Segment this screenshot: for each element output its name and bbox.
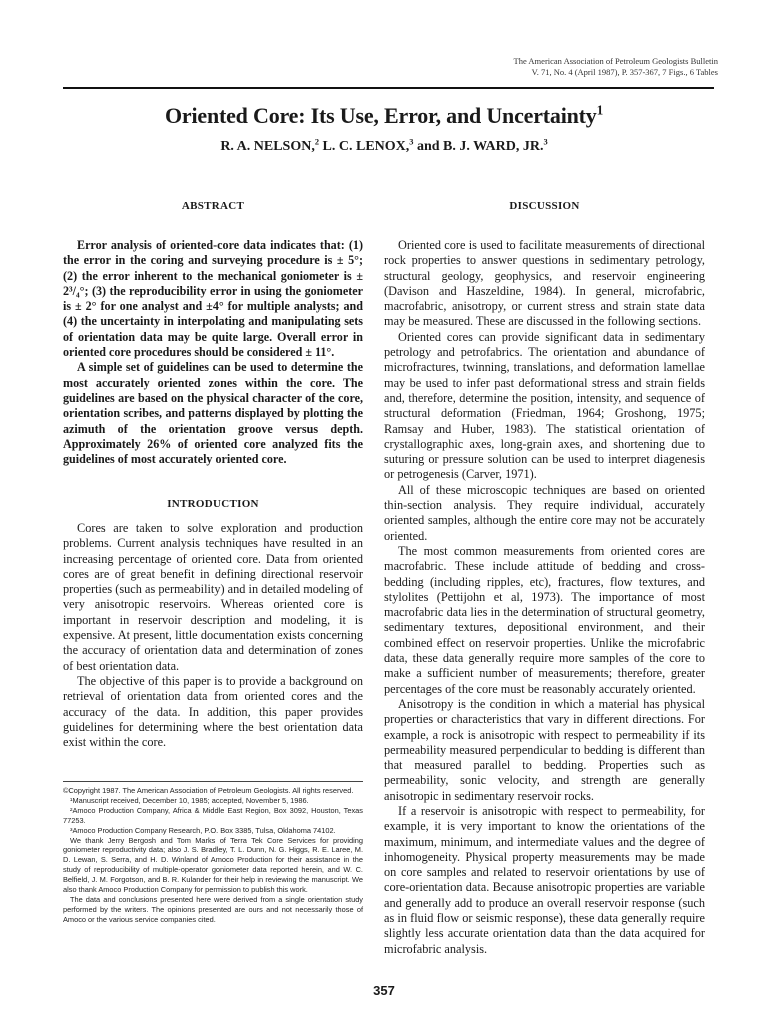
page-number: 357: [373, 983, 395, 998]
introduction-body: [63, 521, 363, 750]
journal-citation: [418, 56, 718, 78]
footnote-3: ³Amoco Production Company Research, P.O. Box 3385, Tulsa, Oklahoma 74102.: [70, 825, 336, 835]
abstract-paragraph: Error analysis of oriented-core data indicates that: (1) the error in the coring and surveying procedure is ± 5°; (2) the error inherent to the mechanical goniometer is ± 2³/₄°; (3) the reproducibility error in using the goniometer is ± 2° for one analyst and ±4° for multiple analysts; and (4) the uncertainty in interpolating and manipulating sets of orientation data may be quite large. Overall error in oriented core procedures should be considered ± 11°.: [63, 238, 363, 360]
introduction-paragraph: The objective of this paper is to provide a background on retrieval of orientation data from oriented cores and the accuracy of the data. In addition, this paper provides guidelines for determining where the best orientation data exist within the core.: [63, 673, 363, 750]
abstract-body: [63, 238, 363, 467]
title-text: Oriented Core: Its Use, Error, and Uncertainty: [165, 103, 597, 128]
title-footnote-mark: 1: [596, 102, 603, 118]
author-nelson: R. A. NELSON,: [220, 139, 315, 154]
journal-volume: V. 71, No. 4 (April 1987), P. 357-367, 7 Figs., 6 Tables: [531, 67, 718, 77]
discussion-paragraph: Oriented cores can provide significant data in sedimentary petrology and petrofabrics. The orientation and abundance of microfractures, twinning, translations, and deformation lamellae may be used to infer past deformational stress and strain fields and, therefore, determine the position, intensity, and sequence of structural deformation (Friedman, 1964; Groshong, 1975; Ramsay and Huber, 1983). The statistical orientation of crystallographic axes, long-grain axes, and shortening due to suturing or pressure solution can be used to interpret diagenesis or petrogenesis (Carver, 1971).: [384, 329, 705, 482]
article-title: [0, 103, 768, 129]
introduction-paragraph: Cores are taken to solve exploration and production problems. Current analysis techniques have resulted in an increasing percentage of oriented core. Data from oriented cores are of great benefit in defining directional reservoir properties (such as permeability) and in detailed modeling of very anisotropic reservoirs. Whereas oriented core is important in reservoir description and modeling, it is expensive. At present, little documentation exists concerning the accuracy of orientation data and determination of zones of best orientation data.: [63, 521, 363, 673]
acknowledgments: We thank Jerry Bergosh and Tom Marks of Terra Tek Core Services for providing goniometer reproductivity data; also J. S. Bradley, T. L. Dunn, N. G. Higgs, R. E. Laree, M. D. Lewan, S. Serra, and H. D. Winland of Amoco Production for their assistance in the study of reproducibility of multiple-operator goniometer data reported herein, and W. C. Belfield, J. M. Forgotson, and B. R. Kulander for their help in reviewing the manuscript. We also thank Amoco Production Company for permission to publish this work.: [63, 835, 363, 895]
discussion-paragraph: The most common measurements from oriented cores are macrofabric. These include attitude of bedding and cross-bedding (including ripples, etc), fractures, flow textures, and stylolites (Pettijohn et al, 1973). The importance of most macrofabric data lies in the determination of structural geometry, sedimentary textures, depositional environment, and their combined effect on reservoir properties. Unlike the microfabric data, these data generally require more samples of the core to make a sufficient number of measurements; therefore, greater percentages of the core must be reasonably accurately oriented.: [384, 543, 705, 696]
discussion-body: [384, 238, 705, 957]
footnote-1: ¹Manuscript received, December 10, 1985; accepted, November 5, 1986.: [70, 795, 309, 805]
footnotes: [63, 786, 363, 925]
author-ward: and B. J. WARD, JR.: [413, 139, 544, 154]
abstract-heading: ABSTRACT: [181, 200, 245, 212]
author-lenox: L. C. LENOX,: [319, 139, 410, 154]
footnote-2: ²Amoco Production Company, Africa & Middle East Region, Box 3092, Houston, Texas 77253.: [63, 805, 363, 825]
author-ward-mark: 3: [543, 137, 548, 147]
author-nelson-mark: 2: [314, 137, 320, 147]
discussion-paragraph: All of these microscopic techniques are based on oriented thin-section analysis. They require individual, accurately oriented samples, although the entire core may not be accurately oriented.: [384, 482, 705, 543]
footnote-rule: [63, 781, 363, 782]
disclaimer: The data and conclusions presented here were derived from a single orientation study performed by the writers. The opinions presented are ours and not necessarily those of Amoco or the various service companies cited.: [63, 894, 363, 924]
journal-name: The American Association of Petroleum Geologists Bulletin: [513, 56, 718, 66]
introduction-heading: INTRODUCTION: [167, 498, 259, 510]
author-line: [0, 139, 768, 155]
discussion-paragraph: If a reservoir is anisotropic with respect to permeability, for example, it is very important to know the orientations of the maximum, minimum, and intermediate values and the degree of inhomogeneity. Physical property measurements may be made on core samples and related to reservoir orientations by use of core-orientation data. Because anisotropic properties are variable and generally add to produce an overall reservoir response (such as in fluid flow or seismic response), these data generally require slightly less accurate orientation data than the data acquired for microfabric analysis.: [384, 803, 705, 956]
discussion-paragraph: Anisotropy is the condition in which a material has physical properties or characteristics that vary in different directions. For example, a rock is anisotropic with respect to permeability if its permeability measured perpendicular to bedding is different than that measured parallel to bedding. Properties such as permeability, sonic velocity, and strength are generally anisotropic in sedimentary reservoir rocks.: [384, 696, 705, 803]
copyright-note: ©Copyright 1987. The American Association of Petroleum Geologists. All rights reserved.: [63, 786, 354, 795]
author-lenox-mark: 3: [409, 137, 414, 147]
header-rule: [63, 87, 714, 89]
abstract-paragraph: A simple set of guidelines can be used to determine the most accurately oriented zones within the core. The guidelines are based on the physical character of the core, orientation scribes, and patterns displayed by plotting the azimuth of the orientation groove versus depth. Approximately 26% of oriented core analyzed fits the guidelines of most accurately oriented core.: [63, 360, 363, 467]
discussion-heading: DISCUSSION: [509, 200, 580, 212]
discussion-paragraph: Oriented core is used to facilitate measurements of directional rock properties to answer questions in sedimentary petrology, structural geology, geophysics, and reservoir engineering (Davison and Haszeldine, 1984). In general, microfabric, macrofabric, anisotropy, or current stress and strain state data may be measured. These are discussed in the following sections.: [384, 238, 705, 329]
